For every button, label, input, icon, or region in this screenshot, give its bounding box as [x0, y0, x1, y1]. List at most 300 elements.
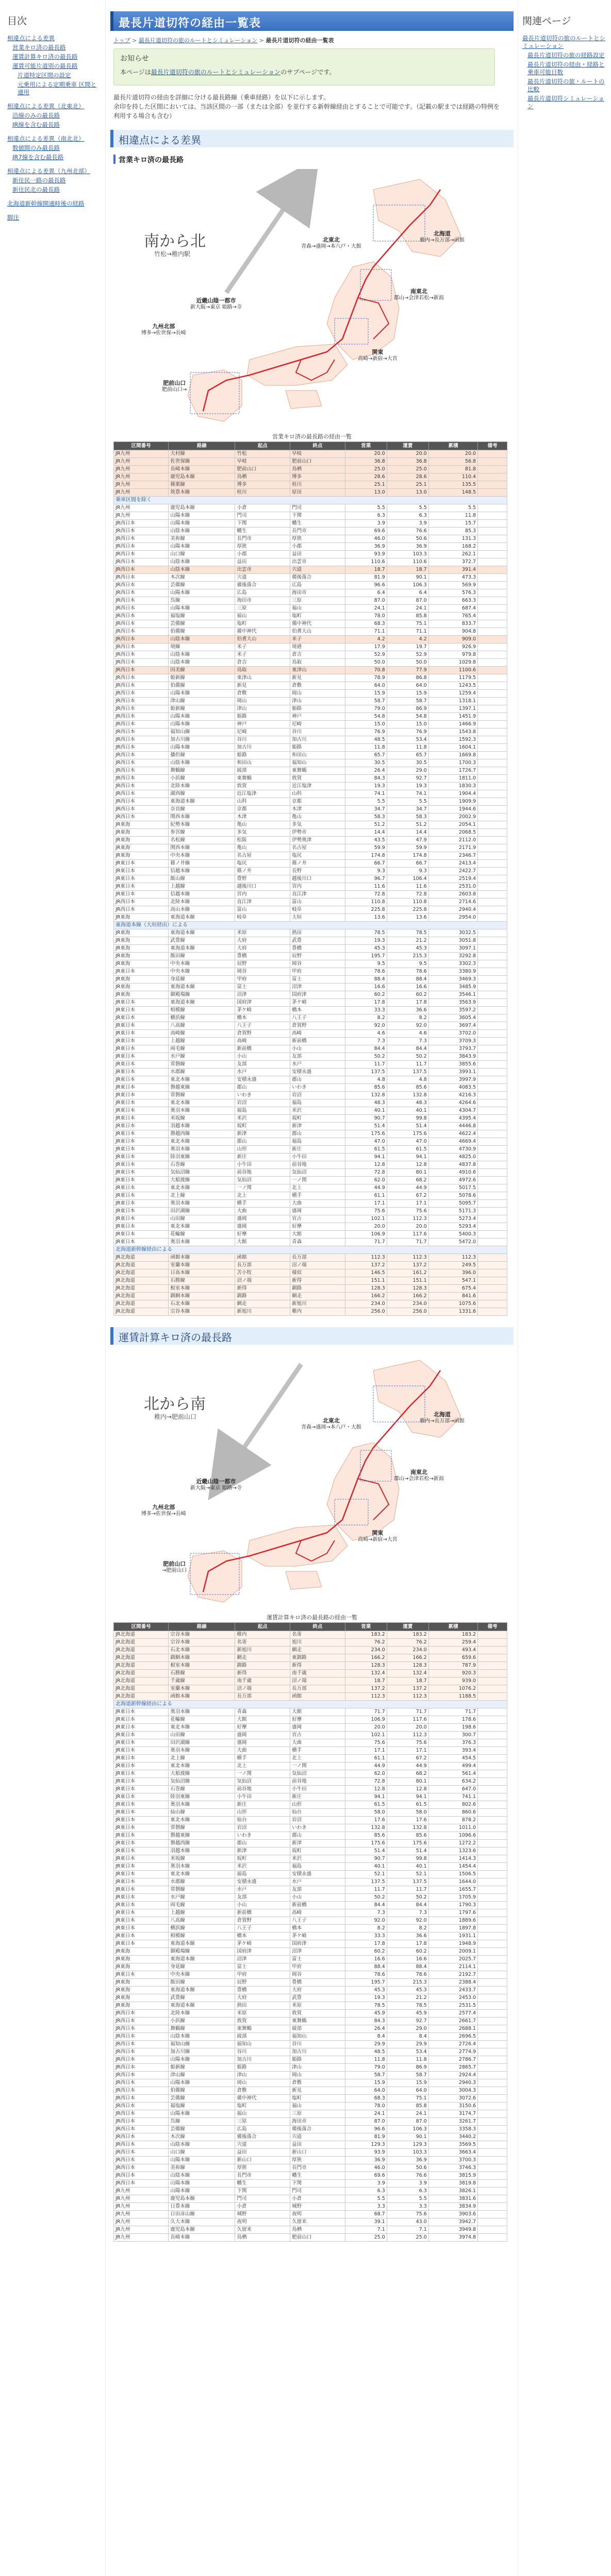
line-cell: 福塩線	[169, 2103, 235, 2110]
remark-cell	[478, 450, 507, 458]
cumulative-km-cell: 2009.1	[428, 1948, 477, 1956]
breadcrumb-parent-link[interactable]: 最長片道切符の旅のルートとシミュレーション	[138, 37, 258, 44]
remark-cell	[478, 1670, 507, 1677]
toc-link[interactable]: 新住民一路の最長路	[12, 177, 66, 184]
toc-link[interactable]: 相違点による差異（北東北）	[7, 103, 85, 110]
to-cell: 稚内	[290, 1308, 345, 1316]
from-cell: 東舞鶴	[235, 2025, 290, 2033]
company-cell: JR西日本	[114, 783, 169, 790]
fare-km-cell: 137.5	[387, 1878, 428, 1886]
fare-km-cell: 90.1	[387, 574, 428, 582]
remark-cell	[478, 481, 507, 489]
to-cell: 友部	[290, 1053, 345, 1061]
remark-cell	[478, 643, 507, 651]
remark-cell	[478, 1902, 507, 1909]
to-cell: 名寄	[290, 1631, 345, 1639]
to-cell: 豊橋	[290, 945, 345, 953]
table-row	[114, 2195, 507, 2203]
to-cell: 備後落合	[290, 574, 345, 582]
table-row	[114, 1793, 507, 1801]
fare-km-cell: 75.1	[387, 620, 428, 628]
from-cell: 釧路	[235, 1293, 290, 1300]
line-cell: 東北本線	[169, 1138, 235, 1146]
remark-cell	[478, 860, 507, 868]
line-cell: 東北本線	[169, 1817, 235, 1824]
company-cell: JR西日本	[114, 2064, 169, 2072]
company-cell: JR東日本	[114, 1778, 169, 1786]
line-cell: 上越線	[169, 1038, 235, 1045]
company-cell: JR西日本	[114, 528, 169, 535]
fare-km-cell: 71.1	[387, 628, 428, 636]
operating-km-cell: 19.3	[345, 937, 387, 945]
operating-km-cell: 72.8	[345, 1169, 387, 1177]
to-cell: 国府津	[290, 1940, 345, 1948]
toc-link[interactable]: 運賃計算キロ済の最長路	[12, 53, 78, 60]
fare-km-cell: 75.6	[387, 1739, 428, 1747]
operating-km-cell: 20.0	[345, 1223, 387, 1231]
company-cell: JR九州	[114, 473, 169, 481]
from-cell: 新庄	[235, 1801, 290, 1809]
column-header: 路線	[169, 442, 235, 450]
to-cell: 米原	[290, 2002, 345, 2010]
from-cell: 広島	[235, 589, 290, 597]
from-cell: 福山	[235, 613, 290, 620]
fare-km-cell: 24.1	[387, 2110, 428, 2118]
to-cell: 沼津	[290, 984, 345, 991]
operating-km-cell: 45.9	[345, 2010, 387, 2018]
company-cell: JR西日本	[114, 2095, 169, 2103]
operating-km-cell: 26.4	[345, 2025, 387, 2033]
table-row	[114, 1138, 507, 1146]
to-cell: 様似	[290, 1269, 345, 1277]
remark-cell	[478, 1917, 507, 1925]
remark-cell	[478, 1716, 507, 1724]
to-cell: 新見	[290, 674, 345, 682]
table-row	[114, 1762, 507, 1770]
toc-link[interactable]: 北海道新幹線開通時後の経路	[7, 200, 85, 207]
toc-link[interactable]: JR7線を含む最長路	[12, 154, 64, 161]
fare-km-cell: 50.2	[387, 1053, 428, 1061]
fare-km-cell: 175.6	[387, 1130, 428, 1138]
line-cell: 両毛線	[169, 1902, 235, 1909]
from-cell: 姫路	[235, 713, 290, 721]
to-cell: 山科	[290, 790, 345, 798]
main-content	[110, 0, 514, 2576]
table-row	[114, 574, 507, 582]
column-header: 起点	[235, 442, 290, 450]
operating-km-cell: 110.6	[345, 558, 387, 566]
to-cell: 宮古	[290, 1215, 345, 1223]
operating-km-cell: 61.1	[345, 1192, 387, 1200]
table-row	[114, 2164, 507, 2172]
operating-km-cell: 79.0	[345, 705, 387, 713]
related-link[interactable]: 最長片道切符の旅・ルートの比較	[527, 78, 605, 93]
remark-cell	[478, 1871, 507, 1878]
company-cell: JR北海道	[114, 1677, 169, 1685]
from-cell: 加古川	[235, 2056, 290, 2064]
company-cell: JR東日本	[114, 1045, 169, 1053]
fare-km-cell: 94.1	[387, 1793, 428, 1801]
line-cell: 鹿児島本線	[169, 473, 235, 481]
company-cell: JR東日本	[114, 1099, 169, 1107]
map-label-kyushu: 九州北部 博多→佐世保→長崎	[141, 323, 186, 336]
breadcrumb-home-link[interactable]: トップ	[113, 37, 130, 44]
toc-link[interactable]: 相違点による差異（九州北部）	[7, 167, 90, 175]
operating-km-cell: 60.2	[345, 1948, 387, 1956]
from-cell: 綾部	[235, 2033, 290, 2041]
from-cell: 気仙沼	[235, 1778, 290, 1786]
from-cell: 幡生	[235, 2180, 290, 2188]
cumulative-km-cell: 1188.5	[428, 1693, 477, 1701]
to-cell: 長万部	[290, 1254, 345, 1262]
company-cell: JR東日本	[114, 1107, 169, 1115]
cumulative-km-cell: 2453.0	[428, 1994, 477, 2002]
remark-cell	[478, 605, 507, 613]
from-cell: 前谷地	[235, 1169, 290, 1177]
table-row	[114, 1631, 507, 1639]
table-row	[114, 1817, 507, 1824]
cumulative-km-cell: 148.5	[428, 489, 477, 497]
operating-km-cell: 40.1	[345, 1107, 387, 1115]
toc-link[interactable]: 新住民北の最長路	[12, 186, 60, 193]
remark-cell	[478, 721, 507, 728]
column-header: 備考	[478, 1623, 507, 1631]
toc-link[interactable]: 相違点による差異	[7, 35, 55, 42]
remark-cell	[478, 1215, 507, 1223]
line-cell: 信越本線	[169, 891, 235, 899]
company-cell: JR西日本	[114, 582, 169, 589]
company-cell: JR西日本	[114, 2103, 169, 2110]
line-cell: 横浜線	[169, 1925, 235, 1933]
from-cell: 小牛田	[235, 1161, 290, 1169]
fare-km-cell: 24.1	[387, 605, 428, 613]
from-cell: 岩沼	[235, 1824, 290, 1832]
fare-km-cell: 71.7	[387, 1708, 428, 1716]
remark-cell	[478, 852, 507, 860]
operating-km-cell: 15.0	[345, 721, 387, 728]
fare-km-cell: 17.8	[387, 999, 428, 1007]
cumulative-km-cell: 2068.5	[428, 829, 477, 837]
remark-cell	[478, 1732, 507, 1739]
operating-km-cell: 5.5	[345, 2195, 387, 2203]
operating-km-cell: 28.6	[345, 473, 387, 481]
operating-km-cell: 75.6	[345, 1208, 387, 1215]
fare-km-cell: 48.3	[387, 1099, 428, 1107]
line-cell: 武豊線	[169, 1994, 235, 2002]
from-cell: 坂町	[235, 1123, 290, 1130]
company-cell: JR東日本	[114, 1832, 169, 1840]
line-cell: 東海道本線	[169, 999, 235, 1007]
toc-link[interactable]: 元乗用による定期乗車 区間と適用	[18, 81, 97, 96]
cumulative-km-cell: 3942.7	[428, 2218, 477, 2226]
from-cell: 盛岡	[235, 1223, 290, 1231]
line-cell: 羽越本線	[169, 1848, 235, 1855]
table-note: 東海道本線（大垣経由）による	[114, 922, 507, 929]
cumulative-km-cell: 56.8	[428, 458, 477, 466]
line-cell: 磐越東線	[169, 1832, 235, 1840]
cumulative-km-cell: 3380.9	[428, 968, 477, 976]
fare-km-cell: 36.6	[387, 1933, 428, 1940]
table-row	[114, 2018, 507, 2025]
company-cell: JR北海道	[114, 1685, 169, 1693]
toc-link[interactable]: 運賃可能片道別の最長路	[12, 62, 78, 70]
fare-km-cell: 103.3	[387, 551, 428, 558]
remark-cell	[478, 875, 507, 883]
table-row	[114, 1123, 507, 1130]
fare-km-cell: 86.9	[387, 705, 428, 713]
toc-link[interactable]: 脚注	[7, 214, 19, 221]
line-cell: 身延線	[169, 976, 235, 984]
table-row	[114, 798, 507, 806]
operating-km-cell: 34.7	[345, 806, 387, 814]
fare-km-cell: 17.1	[387, 1200, 428, 1208]
remark-cell	[478, 1987, 507, 1994]
operating-km-cell: 87.0	[345, 597, 387, 605]
operating-km-cell: 87.0	[345, 2118, 387, 2126]
remark-cell	[478, 1755, 507, 1762]
to-cell: 坂町	[290, 1848, 345, 1855]
cumulative-km-cell: 2413.4	[428, 860, 477, 868]
company-cell: JR東日本	[114, 1878, 169, 1886]
to-cell: 篠ノ井	[290, 860, 345, 868]
company-cell: JR東日本	[114, 1940, 169, 1948]
to-cell: 茅ケ崎	[290, 999, 345, 1007]
cumulative-km-cell: 3597.2	[428, 1007, 477, 1014]
fare-km-cell: 65.7	[387, 752, 428, 759]
fare-km-cell: 117.6	[387, 1716, 428, 1724]
from-cell: 友部	[235, 1894, 290, 1902]
table-row	[114, 558, 507, 566]
from-cell: 前谷地	[235, 1786, 290, 1793]
fare-km-cell: 75.6	[387, 1208, 428, 1215]
line-cell: 横浜線	[169, 1014, 235, 1022]
operating-km-cell: 12.8	[345, 1786, 387, 1793]
operating-km-cell: 13.6	[345, 914, 387, 922]
table-row	[114, 899, 507, 906]
remark-cell	[478, 1940, 507, 1948]
fare-km-cell: 86.9	[387, 2064, 428, 2072]
line-cell: 東北本線	[169, 1871, 235, 1878]
related-item	[522, 61, 607, 76]
toc-link[interactable]: 沿線のみの最長路	[12, 112, 60, 119]
column-header: 起点	[235, 1623, 290, 1631]
line-cell: 山陰本線	[169, 2033, 235, 2041]
from-cell: 谷川	[235, 2048, 290, 2056]
remark-cell	[478, 775, 507, 783]
company-cell: JR西日本	[114, 2172, 169, 2180]
fare-km-cell: 8.2	[387, 1014, 428, 1022]
from-cell: 和田山	[235, 759, 290, 767]
line-cell: 山陰本線	[169, 759, 235, 767]
cumulative-km-cell: 499.4	[428, 1762, 477, 1770]
remark-cell	[478, 2126, 507, 2133]
from-cell: 仙台	[235, 1817, 290, 1824]
to-cell: 新見	[290, 2087, 345, 2095]
line-cell: 相模線	[169, 1933, 235, 1940]
remark-cell	[478, 1231, 507, 1239]
notice-parent-link[interactable]: 最長片道切符の旅のルートとシミュレーション	[151, 69, 281, 76]
cumulative-km-cell: 4446.8	[428, 1123, 477, 1130]
remark-cell	[478, 2195, 507, 2203]
table-row	[114, 674, 507, 682]
table-row	[114, 1809, 507, 1817]
table-row	[114, 960, 507, 968]
company-cell: JR西日本	[114, 736, 169, 744]
from-cell: 新山口	[235, 2157, 290, 2164]
related-link[interactable]: 最長片道切符の旅のルートとシミュレーション	[522, 35, 605, 49]
from-cell: 幡生	[235, 528, 290, 535]
cumulative-km-cell: 1272.2	[428, 1840, 477, 1848]
toc-link[interactable]: 片道特定区間の設定	[18, 72, 71, 79]
fare-km-cell: 106.3	[387, 2126, 428, 2133]
remark-cell	[478, 1739, 507, 1747]
to-cell: 一ノ関	[290, 1762, 345, 1770]
column-header: 累積	[428, 1623, 477, 1631]
remark-cell	[478, 1200, 507, 1208]
from-cell: 八王子	[235, 1925, 290, 1933]
fare-km-cell: 51.4	[387, 1848, 428, 1855]
operating-km-cell: 24.1	[345, 605, 387, 613]
remark-cell	[478, 1154, 507, 1161]
toc-item	[7, 154, 101, 161]
operating-km-cell: 106.9	[345, 1716, 387, 1724]
line-cell: 木次線	[169, 2133, 235, 2141]
table-note-row	[114, 1701, 507, 1708]
toc-item	[7, 186, 101, 194]
remark-cell	[478, 2172, 507, 2180]
operating-km-cell: 13.0	[345, 489, 387, 497]
cumulative-km-cell: 2433.7	[428, 1987, 477, 1994]
from-cell: 山形	[235, 1146, 290, 1154]
fare-km-cell: 53.4	[387, 736, 428, 744]
line-cell: 常磐線	[169, 1824, 235, 1832]
company-cell: JR東日本	[114, 1801, 169, 1809]
from-cell: 早岐	[235, 458, 290, 466]
to-cell: 新津	[290, 1123, 345, 1130]
line-cell: 長崎本線	[169, 2234, 235, 2242]
toc-link[interactable]: 数値間のみ最長路	[12, 144, 60, 151]
to-cell: 三原	[290, 597, 345, 605]
table-row	[114, 736, 507, 744]
cumulative-km-cell: 3815.9	[428, 2172, 477, 2180]
company-cell: JR北海道	[114, 1254, 169, 1262]
line-cell: 伯備線	[169, 628, 235, 636]
from-cell: 郡山	[235, 1084, 290, 1092]
from-cell: 米沢	[235, 1115, 290, 1123]
from-cell: 福島	[235, 1871, 290, 1878]
line-cell: 田沢湖線	[169, 1739, 235, 1747]
line-cell: 芸備線	[169, 2126, 235, 2133]
fare-km-cell: 20.0	[387, 450, 428, 458]
company-cell: JR東日本	[114, 1184, 169, 1192]
related-link[interactable]: 最長片道切符の旅の経路設定	[527, 52, 605, 59]
fare-km-cell: 112.3	[387, 1215, 428, 1223]
table-row	[114, 1208, 507, 1215]
to-cell: 木津	[290, 806, 345, 814]
to-cell: 海田市	[290, 2118, 345, 2126]
table-row	[114, 1786, 507, 1793]
remark-cell	[478, 1747, 507, 1755]
table-row	[114, 806, 507, 814]
route-table-operating-km	[113, 442, 507, 1316]
line-cell: 石勝線	[169, 1670, 235, 1677]
company-cell: JR西日本	[114, 643, 169, 651]
map-label-kitatohoku: 北東北 青森→盛岡→本八戸・大館	[301, 236, 361, 249]
company-cell: JR西日本	[114, 759, 169, 767]
table-of-contents	[0, 0, 106, 2576]
table-row	[114, 821, 507, 829]
cumulative-km-cell: 1948.9	[428, 1940, 477, 1948]
company-cell: JR九州	[114, 450, 169, 458]
table-row	[114, 721, 507, 728]
remark-cell	[478, 1007, 507, 1014]
line-cell: 参宮線	[169, 829, 235, 837]
operating-km-cell: 151.1	[345, 1277, 387, 1285]
related-link[interactable]: 最長片道切符シミュレーション	[527, 95, 604, 110]
line-cell: 東北本線	[169, 1762, 235, 1770]
fare-km-cell: 174.8	[387, 852, 428, 860]
company-cell: JR西日本	[114, 2157, 169, 2164]
toc-link[interactable]: 営業キロ済の最長路	[12, 44, 66, 51]
remark-cell	[478, 1192, 507, 1200]
operating-km-cell: 166.2	[345, 1293, 387, 1300]
line-cell: 山陽本線	[169, 713, 235, 721]
to-cell: 豊橋	[290, 1979, 345, 1987]
related-item	[522, 35, 607, 50]
fare-km-cell: 78.5	[387, 2002, 428, 2010]
operating-km-cell: 4.6	[345, 1030, 387, 1038]
from-cell: 城野	[235, 2211, 290, 2218]
table-row	[114, 2041, 507, 2048]
company-cell: JR西日本	[114, 752, 169, 759]
toc-link[interactable]: 相違点による差異（南北北）	[7, 135, 85, 142]
line-cell: 中央本線	[169, 968, 235, 976]
fare-km-cell: 129.3	[387, 2141, 428, 2149]
fare-km-cell: 53.4	[387, 2048, 428, 2056]
company-cell: JR西日本	[114, 589, 169, 597]
related-link[interactable]: 最長片道切符の経由・経路と乗車可能日数	[527, 61, 605, 76]
to-cell: 夜明	[290, 2211, 345, 2218]
to-cell: 越後川口	[290, 875, 345, 883]
related-item	[522, 78, 607, 93]
cumulative-km-cell: 1096.6	[428, 1832, 477, 1840]
table-note-row	[114, 1246, 507, 1254]
fare-km-cell: 6.3	[387, 512, 428, 520]
toc-item	[7, 72, 101, 79]
line-cell: 山陽本線	[169, 543, 235, 551]
fare-km-cell: 45.3	[387, 945, 428, 953]
to-cell: 安積永盛	[290, 1871, 345, 1878]
from-cell: 大館	[235, 1716, 290, 1724]
operating-km-cell: 51.4	[345, 1123, 387, 1130]
table-row	[114, 1099, 507, 1107]
to-cell: 新得	[290, 1277, 345, 1285]
column-header: 累積	[428, 442, 477, 450]
to-cell: 城野	[290, 2203, 345, 2211]
company-cell: JR東日本	[114, 1239, 169, 1246]
from-cell: 米原	[235, 929, 290, 937]
table-row	[114, 1878, 507, 1886]
line-cell: 御殿場線	[169, 991, 235, 999]
fare-km-cell: 71.7	[387, 1239, 428, 1246]
to-cell: 新前橋	[290, 1902, 345, 1909]
to-cell: 姫路	[290, 705, 345, 713]
cumulative-km-cell: 2422.7	[428, 868, 477, 875]
toc-link[interactable]: JR線を含む最長路	[12, 121, 60, 128]
company-cell: JR東日本	[114, 1154, 169, 1161]
line-cell: 山陰本線	[169, 659, 235, 667]
cumulative-km-cell: 5273.4	[428, 1215, 477, 1223]
